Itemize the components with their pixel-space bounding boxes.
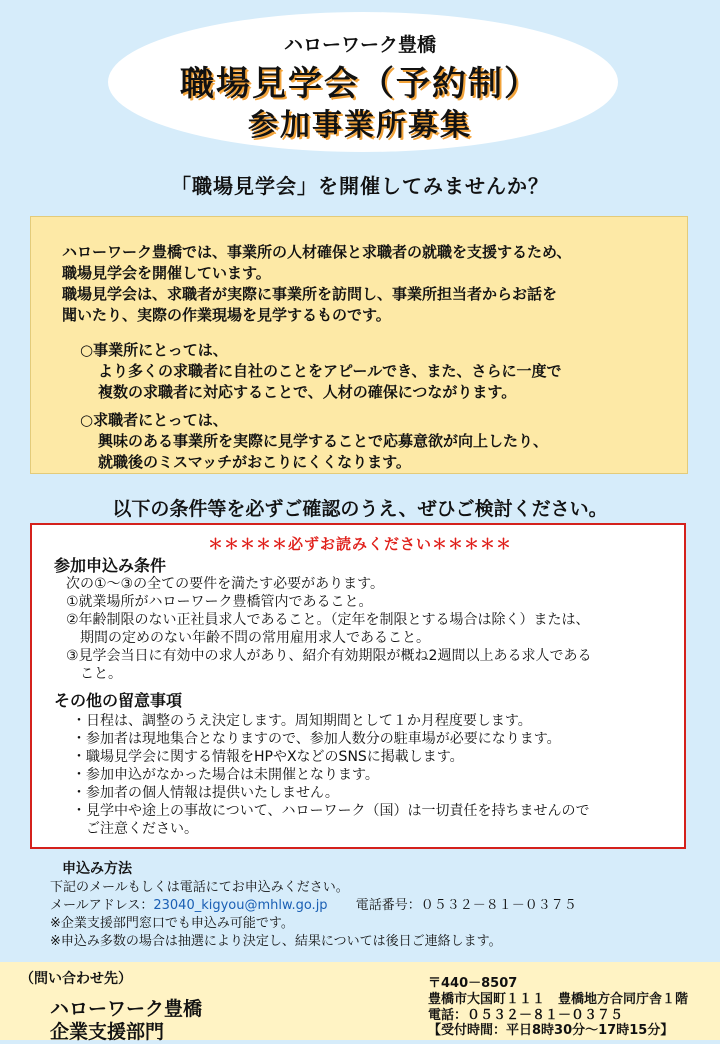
note-item: ・参加者は現地集合となりますので、参加人数分の駐車場が必要になります。 xyxy=(72,731,561,747)
employer-benefit-line: より多くの求職者に自社のことをアピールでき、また、さらに一度で xyxy=(98,362,562,380)
note-item: ・職場見学会に関する情報をHPやXなどのSNSに掲載します。 xyxy=(72,749,464,765)
condition-item: こと。 xyxy=(66,666,122,682)
must-read-notice: ＊＊＊＊＊必ずお読みください＊＊＊＊＊ xyxy=(207,535,512,553)
intro-line: ハローワーク豊橋では、事業所の人材確保と求職者の就職を支援するため、 xyxy=(62,243,572,261)
note-item: ・日程は、調整のうえ決定します。周知期間として１か月程度要します。 xyxy=(72,713,532,729)
footer-dept: 企業支援部門 xyxy=(50,1021,165,1043)
org-title: ハローワーク豊橋 xyxy=(283,34,436,56)
seeker-benefit-title: ○求職者にとっては、 xyxy=(80,411,228,429)
conditions-lead: 次の①～③の全ての要件を満たす必要があります。 xyxy=(66,576,384,592)
footer-address: 豊橋市大国町１１１ 豊橋地方合同庁舎１階 xyxy=(428,992,689,1007)
note-item: ご注意ください。 xyxy=(72,821,198,837)
seeker-benefit-line: 興味のある事業所を実際に見学することで応募意欲が向上したり、 xyxy=(98,432,549,450)
intro-line: 職場見学会は、求職者が実際に事業所を訪問し、事業所担当者からお話を xyxy=(62,285,558,303)
employer-benefit xyxy=(80,340,680,403)
condition-item: ①就業場所がハローワーク豊橋管内であること。 xyxy=(66,594,373,610)
footer-tel: 電話：０５３２－８１－０３７５ xyxy=(428,1008,624,1023)
page-title: 職場見学会（予約制） xyxy=(180,64,540,104)
apply-line: 下記のメールもしくは電話にてお申込みください。 xyxy=(50,880,349,895)
employer-benefit-title: ○事業所にとっては、 xyxy=(80,341,228,359)
conditions-list xyxy=(66,575,681,683)
other-notes-list xyxy=(72,712,677,838)
employer-benefit-line: 複数の求職者に対応することで、人材の確保につながります。 xyxy=(98,383,517,401)
intro-line: 聞いたり、実際の作業現場を見学するものです。 xyxy=(62,306,391,324)
apply-line: ※企業支援部門窓口でも申込み可能です。 xyxy=(50,916,294,931)
email-link[interactable]: 23040_kigyou@mhlw.go.jp xyxy=(153,898,328,913)
seeker-benefit-line: 就職後のミスマッチがおこりにくくなります。 xyxy=(98,453,411,471)
other-notes-heading: その他の留意事項 xyxy=(54,691,183,710)
apply-line: ※申込み多数の場合は抽選により決定し、結果については後日ご連絡します。 xyxy=(50,934,502,949)
apply-contact-line xyxy=(50,897,577,914)
intro-paragraph-1 xyxy=(62,242,672,326)
note-item: ・見学中や途上の事故について、ハローワーク（国）は一切責任を持ちませんので xyxy=(72,803,590,819)
condition-item: ②年齢制限のない正社員求人であること。（定年を制限とする場合は除く）または、 xyxy=(66,612,590,628)
condition-item: ③見学会当日に有効中の求人があり、紹介有効期限が概ね2週間以上ある求人である xyxy=(66,648,592,664)
phone-label: 電話番号： xyxy=(355,898,421,913)
note-item: ・参加者の個人情報は提供いたしません。 xyxy=(72,785,339,801)
confirm-heading: 以下の条件等を必ずご確認のうえ、ぜひご検討ください。 xyxy=(112,498,608,520)
seeker-benefit xyxy=(80,410,680,473)
footer-postal: 〒440－8507 xyxy=(428,976,518,991)
conditions-heading: 参加申込み条件 xyxy=(54,556,167,575)
contact-label: （問い合わせ先） xyxy=(20,971,132,987)
footer-org: ハローワーク豊橋 xyxy=(50,998,203,1020)
note-item: ・参加申込がなかった場合は未開催となります。 xyxy=(72,767,379,783)
email-label: メールアドレス： xyxy=(50,898,154,913)
condition-item: 期間の定めのない年齢不問の常用雇用求人であること。 xyxy=(66,630,430,646)
apply-method-title: 申込み方法 xyxy=(62,861,132,877)
intro-line: 職場見学会を開催しています。 xyxy=(62,264,271,282)
footer-hours: 【受付時間：平日8時30分～17時15分】 xyxy=(428,1023,674,1038)
question-heading: 「職場見学会」を開催してみませんか？ xyxy=(171,174,549,198)
page-subtitle: 参加事業所募集 xyxy=(248,108,472,143)
phone-number: ０５３２－８１－０３７５ xyxy=(420,898,577,913)
